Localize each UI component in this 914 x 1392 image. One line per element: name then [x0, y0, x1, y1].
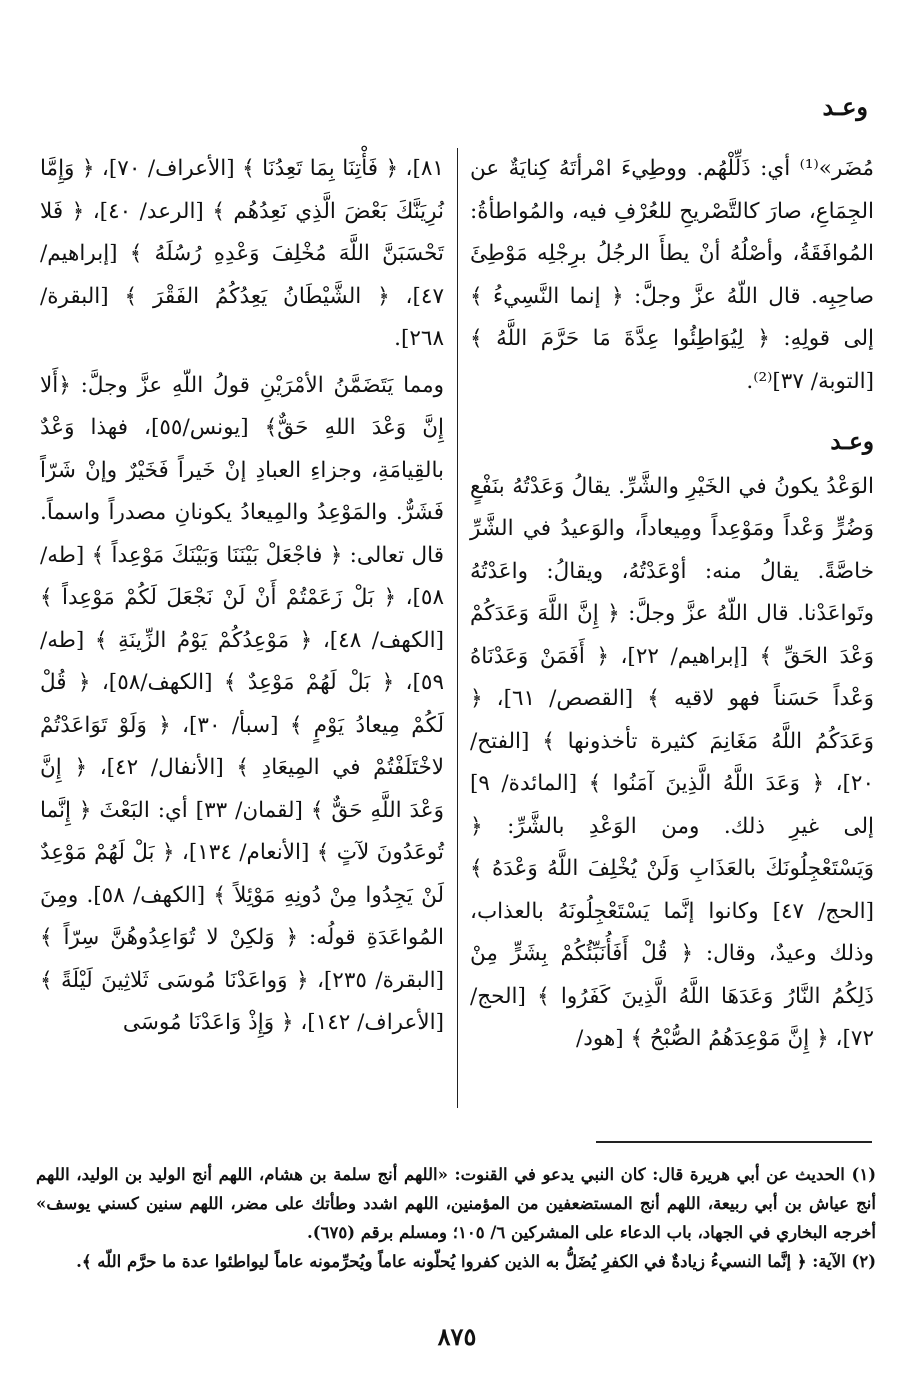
footnote-2: (٢) الآية: ﴿ إنَّما النسيءُ زيادةٌ في الكفرِ يُضَلُّ به الذين كفروا يُحلّونه عاماً ويُحرِّمونه عاماً ليواطئوا عدة ما حرَّم اللّه ﴾. — [76, 1252, 876, 1271]
running-head: وعـد — [822, 92, 868, 121]
column-divider — [457, 148, 458, 1108]
page-number: ٨٧٥ — [437, 1322, 477, 1351]
right-column — [470, 148, 874, 1061]
entry-heading: وعـد — [830, 428, 874, 455]
left-column-paragraph-1: ٨١]، ﴿ فَأْتِنَا بِمَا تَعِدُنَا ﴾ [الأعراف/ ٧٠]، ﴿ وَإِمَّا نُرِيَنَّكَ بَعْضَ الَّذِي نَعِدُهُم ﴾ [الرعد/ ٤٠]، ﴿ فَلا تَحْسَبَنَّ اللَّهَ مُخْلِفَ وَعْدِهِ رُسُلَهُ ﴾ [إبراهيم/ ٤٧]، ﴿ الشَّيْطَانُ يَعِدُكُمُ الفَقْرَ ﴾ [البقرة/ ٢٦٨]. — [40, 156, 445, 351]
footnote-1: (١) الحديث عن أبي هريرة قال: كان النبي يدعو في القنوت: «اللهم أنج سلمة بن هشام، اللهم أنج الوليد بن الوليد، اللهم أنج عياش بن أبي ربيعة، اللهم أنج المستضعفين من المؤمنين، اللهم اشدد وطأتك على مضر، اللهم سنين كسني يوسف» أخرجه البخاري في الجهاد، باب الدعاء على المشركين ٦/ ١٠٥؛ ومسلم برقم (٦٧٥). — [36, 1165, 876, 1242]
left-column — [40, 148, 444, 1045]
right-column-paragraph-1: مُضَر»⁽¹⁾ أي: ذَلِّلْهُم. ووطِيءَ امْرأتَهُ كِنايَةٌ عن الجِمَاعِ، صارَ كالتَّصْريحِ للعُرْفِ فيه، والمُواطأةُ: المُوافَقَةُ، وأصْلُهُ أنْ يطأَ الرجُلُ برِجْلِه مَوْطِئَ صاحِبِه. قال اللّهُ عزَّ وجلَّ: ﴿ إنما النَّسِيءُ ﴾ إلى قولِهِ: ﴿ لِيُوَاطِئُوا عِدَّةَ مَا حَرَّمَ اللَّهُ ﴾ [التوبة/ ٣٧]⁽²⁾. — [470, 156, 874, 394]
footnotes — [36, 1160, 876, 1276]
right-column-paragraph-2: الوَعْدُ يكونُ في الخَيْرِ والشَّرِّ. يقالُ وَعَدْتُهُ بنَفْعٍ وَضُرٍّ وَعْداً ومَوْعِداً ومِيعاداً، والوَعيدُ في الشَّرِّ خاصَّةً. يقالُ منه: أوْعَدْتُهُ، ويقالُ: واعَدْتُهُ وتَواعَدْنا. قال اللّهُ عزَّ وجلَّ: ﴿ إِنَّ اللَّهَ وَعَدَكُمْ وَعْدَ الحَقِّ ﴾ [إبراهيم/ ٢٢]، ﴿ أَفَمَنْ وَعَدْنَاهُ وَعْداً حَسَناً فهو لاقيه ﴾ [القصص/ ٦١]، ﴿ وَعَدَكُمُ اللَّهُ مَغَانِمَ كثيرة تأخذونها ﴾ [الفتح/ ٢٠]، ﴿ وَعَدَ اللَّهُ الَّذِينَ آمَنُوا ﴾ [المائدة/ ٩] إلى غيرِ ذلك. ومن الوَعْدِ بالشَّرِّ: ﴿ وَيَسْتَعْجِلُونَكَ بالعَذَابِ وَلَنْ يُخْلِفَ اللَّهُ وَعْدَهُ ﴾ [الحج/ ٤٧] وكانوا إنَّما يَسْتَعْجِلُونَهُ بالعذاب، وذلك وعيدٌ، وقال: ﴿ قُلْ أَفَأُنَبِّئُكُمْ بِشَرٍّ مِنْ ذَلِكُمُ النَّارُ وَعَدَهَا اللَّهُ الَّذِينَ كَفَرُوا ﴾ [الحج/ ٧٢]، ﴿ إِنَّ مَوْعِدَهُمُ الصُّبْحُ ﴾ [هود/ — [470, 473, 874, 1051]
footnote-separator — [596, 1141, 872, 1143]
left-column-paragraph-2: ومما يَتَضَمَّنُ الأمْرَيْنِ قولُ اللّهِ عزَّ وجلَّ: ﴿أَلا إِنَّ وَعْدَ اللهِ حَقٌّ﴾ [يونس/٥٥]، فهذا وَعْدٌ بالقِيامَةِ، وجزاءِ العبادِ إنْ خَيراً فَخَيْرٌ وإنْ شَرّاً فَشَرٌّ. والمَوْعِدُ والمِيعادُ يكونانِ مصدراً واسماً. قال تعالى: ﴿ فاجْعَلْ بَيْنَنَا وَبَيْنَكَ مَوْعِداً ﴾ [طه/ ٥٨]، ﴿ بَلْ زَعَمْتُمْ أَنْ لَنْ نَجْعَلَ لَكُمْ مَوْعِداً ﴾ [الكهف/ ٤٨]، ﴿ مَوْعِدُكُمْ يَوْمُ الزِّينَةِ ﴾ [طه/ ٥٩]، ﴿ بَلْ لَهُمْ مَوْعِدٌ ﴾ [الكهف/٥٨]، ﴿ قُلْ لَكُمْ مِيعادُ يَوْمٍ ﴾ [سبأ/ ٣٠]، ﴿ وَلَوْ تَوَاعَدْتُمْ لاخْتَلَفْتُمْ في المِيعَادِ ﴾ [الأنفال/ ٤٢]، ﴿ إِنَّ وَعْدَ اللَّهِ حَقٌّ ﴾ [لقمان/ ٣٣] أي: البَعْثَ ﴿ إِنَّما تُوعَدُونَ لآتٍ ﴾ [الأنعام/ ١٣٤]، ﴿ بَلْ لَهُمْ مَوْعِدٌ لَنْ يَجِدُوا مِنْ دُونِهِ مَوْئِلاً ﴾ [الكهف/ ٥٨]. ومِنَ المُواعَدَةِ قولُه: ﴿ وَلكِنْ لا تُوَاعِدُوهُنَّ سِرّاً ﴾ [البقرة/ ٢٣٥]، ﴿ وَواعَدْنَا مُوسَى ثَلاثِينَ لَيْلَةً ﴾ [الأعراف/ ١٤٢]، ﴿ وَإِذْ وَاعَدْنَا مُوسَى — [40, 372, 445, 1035]
